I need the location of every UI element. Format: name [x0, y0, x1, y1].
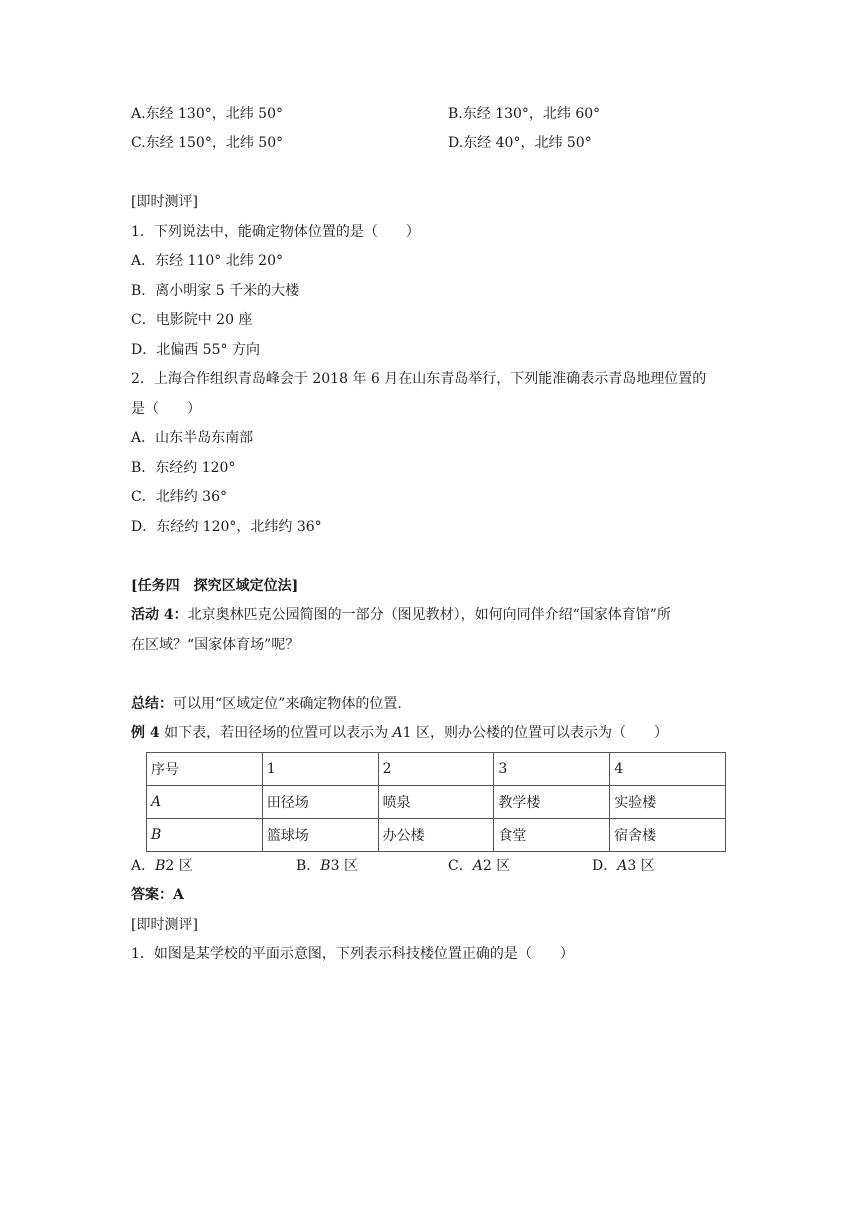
activity-text: 活动 4：北京奥林匹克公园简图的一部分（图见教材），如何向同伴介绍“国家体育馆”所	[131, 607, 671, 623]
option-d: D．北偏西 55° 方向	[131, 342, 260, 358]
table-cell: 宿舍楼	[610, 819, 726, 852]
section-heading: [即时测评]	[131, 917, 198, 933]
location-table	[146, 752, 726, 852]
table-cell: 教学楼	[494, 786, 610, 819]
option-b: B.东经 130°，北纬 60°	[448, 106, 601, 122]
question-stem-continued: 是（ ）	[131, 401, 201, 417]
choice-c: C．A2 区	[448, 858, 511, 874]
answer-value: A	[173, 887, 184, 903]
question-stem: 2．上海合作组织青岛峰会于 2018 年 6 月在山东青岛举行，下列能准确表示青岛地理位置的	[131, 371, 707, 387]
answer-label: 答案：	[131, 887, 173, 903]
table-cell: 办公楼	[378, 819, 494, 852]
summary: 总结：可以用“区域定位”来确定物体的位置.	[131, 696, 402, 712]
table-cell: 1	[262, 753, 378, 786]
choice-a: A．B2 区	[131, 858, 193, 874]
task-heading: [任务四 探究区域定位法]	[131, 578, 299, 594]
table-cell: 喷泉	[378, 786, 494, 819]
option-c: C．电影院中 20 座	[131, 312, 253, 328]
table-row	[147, 819, 726, 852]
option-a: A．山东半岛东南部	[131, 430, 254, 446]
option-a: A．东经 110° 北纬 20°	[131, 253, 283, 269]
table-cell: B	[147, 819, 263, 852]
question-stem: 1．如图是某学校的平面示意图，下列表示科技楼位置正确的是（ ）	[131, 946, 574, 962]
option-b: B．离小明家 5 千米的大楼	[131, 283, 300, 299]
table-header-row	[147, 753, 726, 786]
activity-text-continued: 在区域？“国家体育场”呢？	[131, 637, 300, 653]
table-cell: 4	[610, 753, 726, 786]
table-row	[147, 786, 726, 819]
summary-label: 总结：	[131, 696, 173, 712]
table-cell: 篮球场	[262, 819, 378, 852]
option-d: D.东经 40°，北纬 50°	[448, 135, 592, 151]
question-stem: 1．下列说法中，能确定物体位置的是（ ）	[131, 224, 420, 240]
table-cell: A	[147, 786, 263, 819]
choice-b: B．B3 区	[296, 858, 358, 874]
example-stem: 例 4 如下表，若田径场的位置可以表示为 A1 区，则办公楼的位置可以表示为（ ）	[131, 725, 669, 741]
table-cell: 序号	[147, 753, 263, 786]
option-c: C.东经 150°，北纬 50°	[131, 135, 284, 151]
option-b: B．东经约 120°	[131, 460, 236, 476]
activity-label: 活动 4：	[131, 607, 188, 623]
option-c: C．北纬约 36°	[131, 489, 227, 505]
choice-d: D．A3 区	[592, 858, 655, 874]
option-a: A.东经 130°，北纬 50°	[131, 106, 283, 122]
table-cell: 食堂	[494, 819, 610, 852]
table-cell: 3	[494, 753, 610, 786]
table-cell: 实验楼	[610, 786, 726, 819]
option-d: D．东经约 120°，北纬约 36°	[131, 519, 322, 535]
table-cell: 田径场	[262, 786, 378, 819]
section-heading: [即时测评]	[131, 194, 198, 210]
example-label: 例 4	[131, 725, 160, 741]
answer	[131, 885, 184, 905]
table-cell: 2	[378, 753, 494, 786]
